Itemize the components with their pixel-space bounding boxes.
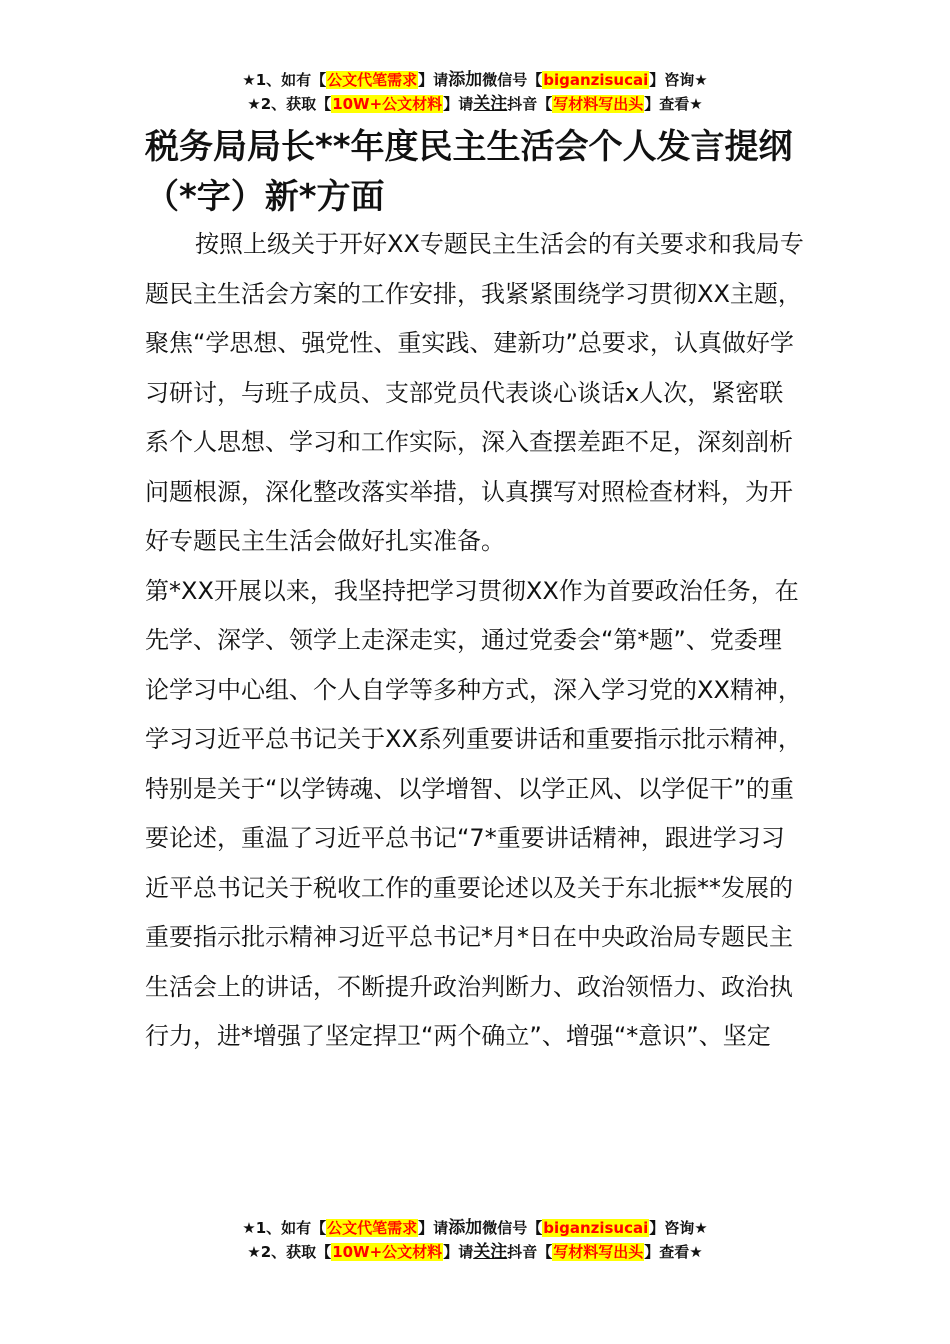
highlight-materials: 10W+公文材料 xyxy=(332,1243,443,1261)
banner-emphasis: 关注 xyxy=(473,1242,508,1262)
footer-banner xyxy=(0,1216,950,1264)
banner-text: 】咨询 xyxy=(649,1219,695,1237)
banner-text: 】请 xyxy=(443,95,474,113)
star-icon: ★ xyxy=(694,1219,708,1237)
paragraph-intro: 按照上级关于开好XX专题民主生活会的有关要求和我局专题民主生活会方案的工作安排，我紧紧围绕学习贯彻XX主题，聚焦“学思想、强党性、重实践、建新功”总要求，认真做好学习研讨，与班子成员、支部党员代表谈心谈话x人次，紧密联系个人思想、学习和工作实际，深入查摆差距不足，深刻剖析问题根源，深化整改落实举措，认真撰写对照检查材料，为开好专题民主生活会做好扎实准备。 xyxy=(145,230,804,555)
banner-text: 2、获取【 xyxy=(260,1243,332,1261)
banner-text: 抖音【 xyxy=(507,1243,553,1261)
star-icon: ★ xyxy=(689,95,703,113)
banner-text: 】咨询 xyxy=(649,71,695,89)
banner-text: 微信号【 xyxy=(482,1219,543,1237)
banner-emphasis: 关注 xyxy=(473,94,508,114)
banner-emphasis: 添加 xyxy=(448,1218,483,1238)
document-title: 税务局局长**年度民主生活会个人发言提纲（*字）新*方面 xyxy=(145,127,793,217)
banner-text: 】查看 xyxy=(644,1243,690,1261)
banner-text: 1、如有【 xyxy=(255,71,327,89)
banner-emphasis: 添加 xyxy=(448,70,483,90)
star-icon: ★ xyxy=(689,1243,703,1261)
highlight-service: 公文代笔需求 xyxy=(327,1219,418,1237)
star-icon: ★ xyxy=(247,95,261,113)
highlight-wechat-id: biganzisucai xyxy=(543,1219,649,1237)
banner-line-1 xyxy=(0,68,950,92)
banner-text: 微信号【 xyxy=(482,71,543,89)
banner-text: 抖音【 xyxy=(507,95,553,113)
document-body xyxy=(145,220,805,1062)
star-icon: ★ xyxy=(247,1243,261,1261)
star-icon: ★ xyxy=(242,1219,256,1237)
highlight-service: 公文代笔需求 xyxy=(327,71,418,89)
banner-text: 】请 xyxy=(418,71,449,89)
star-icon: ★ xyxy=(694,71,708,89)
banner-line-2 xyxy=(0,92,950,116)
highlight-douyin-id: 写材料写出头 xyxy=(553,95,644,113)
banner-text: 】查看 xyxy=(644,95,690,113)
header-banner xyxy=(0,68,950,116)
banner-text: 2、获取【 xyxy=(260,95,332,113)
highlight-materials: 10W+公文材料 xyxy=(332,95,443,113)
highlight-wechat-id: biganzisucai xyxy=(543,71,649,89)
star-icon: ★ xyxy=(242,71,256,89)
highlight-douyin-id: 写材料写出头 xyxy=(553,1243,644,1261)
banner-text: 】请 xyxy=(418,1219,449,1237)
banner-line-1 xyxy=(0,1216,950,1240)
banner-text: 1、如有【 xyxy=(255,1219,327,1237)
paragraph-study: 第*XX开展以来，我坚持把学习贯彻XX作为首要政治任务，在先学、深学、领学上走深走实，通过党委会“第*题”、党委理论学习中心组、个人自学等多种方式，深入学习党的XX精神，学习习近平总书记关于XX系列重要讲话和重要指示批示精神，特别是关于“以学铸魂、以学增智、以学正风、以学促干”的重要论述，重温了习近平总书记“7*重要讲话精神，跟进学习习近平总书记关于税收工作的重要论述以及关于东北振**发展的重要指示批示精神习近平总书记*月*日在中央政治局专题民主生活会上的讲话，不断提升政治判断力、政治领悟力、政治执行力，进*增强了坚定捍卫“两个确立”、增强“*意识”、坚定 xyxy=(145,576,802,1050)
banner-text: 】请 xyxy=(443,1243,474,1261)
banner-line-2 xyxy=(0,1240,950,1264)
